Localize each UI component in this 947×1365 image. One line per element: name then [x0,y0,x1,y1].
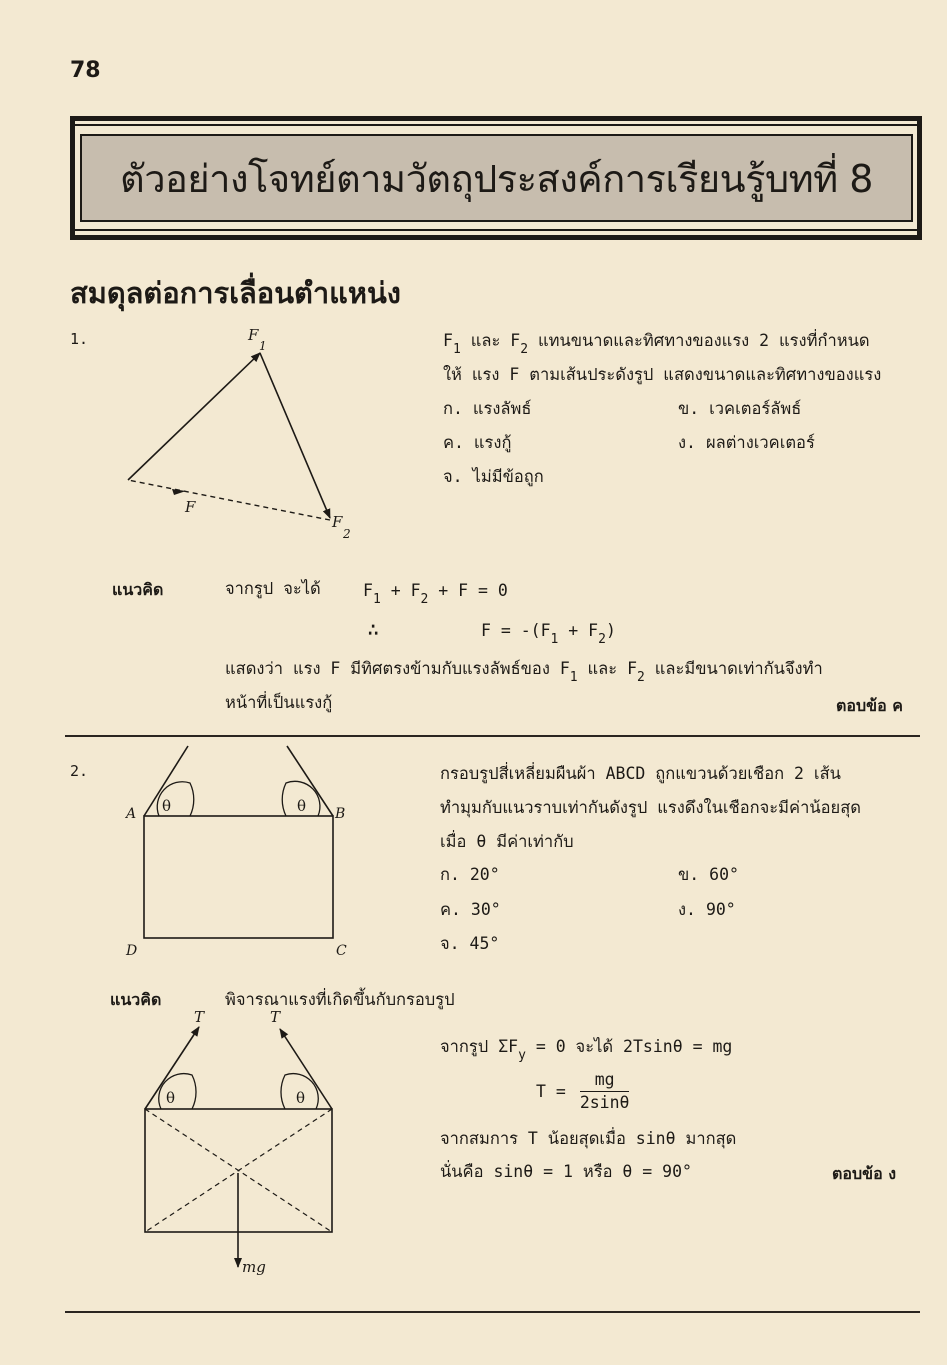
theta-label: θ [296,1089,306,1107]
therefore-symbol: ∴ [367,617,380,641]
vector-f-dashed [128,480,330,520]
tension-right-label: T [270,1008,281,1026]
corner-a: A [126,806,137,822]
q1-choice: ง. ผลต่างเวคเตอร์ [678,433,815,452]
tension-left-label: T [194,1008,205,1026]
q2-equation-1: จากรูป $\Sigma F_y = 0$ จะได้ 2Tsinθ = mg [440,1037,733,1063]
q2-number: 2. [70,762,89,780]
q2-force-diagram [120,1005,360,1280]
q1-explanation-line2: หน้าที่เป็นแรงกู้ [225,693,333,712]
q1-idea-label: แนวคิด [112,580,164,599]
banner-top-rule-thin [70,124,922,126]
tension-right-arrow [280,1029,332,1109]
question-divider [65,735,920,737]
label-f: F [185,498,196,516]
q2-choice: จ. 45° [440,934,500,953]
theta-label: θ [162,797,172,815]
label-f1-sub: 1 [259,339,267,353]
banner-right-rule [917,116,922,240]
q1-stem-line2: ให้ แรง F ตามเส้นประดังรูป แสดงขนาดและทิศทางของแรง [443,365,882,384]
weight-label: mg [242,1258,266,1276]
banner-left-rule [70,116,75,240]
q2-idea-intro: พิจารณาแรงที่เกิดขึ้นกับกรอบรูป [225,990,455,1009]
q1-answer: ตอบข้อ ค [836,696,903,715]
q1-choice: ก. แรงลัพธ์ [443,399,532,418]
q1-idea-intro: จากรูป จะได้ [225,579,321,598]
banner-top-rule [70,116,922,121]
q2-idea-label: แนวคิด [110,990,162,1009]
q1-choice: ค. แรงกู้ [443,433,512,452]
page-number: 78 [70,58,101,83]
q2-answer: ตอบข้อ ง [832,1164,897,1183]
q2-choice: ง. 90° [678,900,736,919]
label-f2: F [332,513,343,531]
q1-explanation-line1: แสดงว่า แรง F มีทิศตรงข้ามกับแรงลัพธ์ของ $F_1$ และ $F_2$ และมีขนาดเท่ากันจึงทำ [225,659,823,685]
q1-vector-triangle-figure [110,320,370,550]
bottom-divider [65,1311,920,1313]
q2-stem-line1: กรอบรูปสี่เหลี่ยมผืนผ้า ABCD ถูกแขวนด้วยเชือก 2 เส้น [440,764,841,783]
vector-f2 [260,353,330,518]
q2-choice: ค. 30° [440,900,501,919]
banner-bottom-rule-thin [70,229,922,231]
corner-d: D [126,943,138,959]
q1-choice: จ. ไม่มีข้อถูก [443,467,544,486]
theta-label: θ [166,1089,176,1107]
label-f1: F [248,326,259,344]
q2-stem-line2: ทำมุมกับแนวราบเท่ากันดังรูป แรงดึงในเชือกจะมีค่าน้อยสุด [440,798,861,817]
q2-hanging-frame-figure [120,740,360,965]
section-title: สมดุลต่อการเลื่อนตำแหน่ง [70,276,401,310]
banner-title: ตัวอย่างโจทย์ตามวัตถุประสงค์การเรียนรู้บทที่ 8 [80,134,913,222]
q1-equation-2: $F = -(F_1 + F_2)$ [481,621,616,647]
q2-equation-2: T = $\frac{mg}{2\sin\theta}$ [536,1070,630,1112]
q1-equation-1: $F_1 + F_2 + F = 0$ [363,581,508,607]
q2-stem-line3: เมื่อ θ มีค่าเท่ากับ [440,832,574,851]
q2-line-3: จากสมการ T น้อยสุดเมื่อ sinθ มากสุด [440,1129,737,1148]
corner-c: C [336,943,347,959]
q2-choice: ก. 20° [440,865,500,884]
theta-label: θ [297,797,307,815]
frame-rectangle [144,816,333,938]
q1-stem-line1: $F_1$ และ $F_2$ แทนขนาดและทิศทางของแรง 2 แรงที่กำหนด [443,331,870,357]
q1-choice: ข. เวคเตอร์ลัพธ์ [678,399,802,418]
vector-f1 [128,353,260,480]
q1-number: 1. [70,330,89,348]
q2-choice: ข. 60° [678,865,739,884]
label-f2-sub: 2 [343,527,351,541]
corner-b: B [335,806,346,822]
q2-line-4: นั่นคือ sinθ = 1 หรือ θ = 90° [440,1162,692,1181]
banner-bottom-rule [70,235,922,240]
